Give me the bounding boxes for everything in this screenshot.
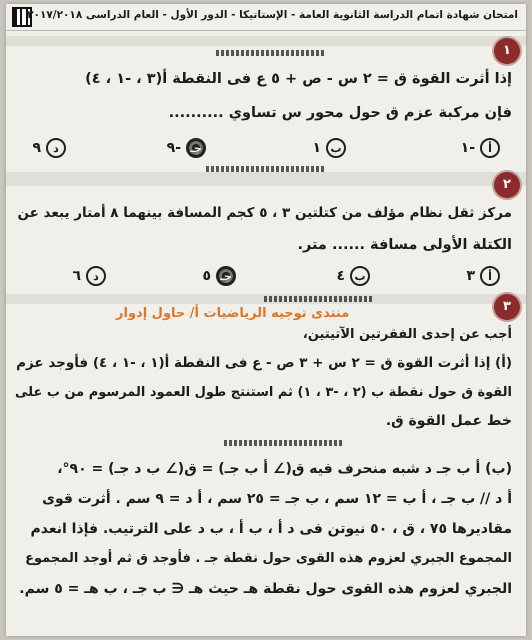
choice-value: ٤ — [336, 268, 345, 284]
question-1-band — [6, 36, 526, 46]
part-a-line-1: (أ) إذا أثرت القوة ق = ٢ س + ٣ ص - ع فى النقطة أ(١ ، -١ ، ٤) فأوجد عزم — [16, 355, 512, 371]
choice-letter: ب — [350, 266, 370, 286]
choice-value: ٩ — [32, 140, 41, 156]
part-b-line-5: الجبري لعزوم هذه القوى حول نقطة هـ حيث هـ ∈ ب جـ ، ب هـ = ٥ سم. — [19, 581, 512, 597]
separator — [216, 50, 326, 56]
choice-a[interactable] — [466, 266, 500, 286]
question-2-line-2: الكتلة الأولى مسافة ...... متر. — [297, 237, 512, 253]
part-b-line-2: أ د // ب جـ ، أ ب = ١٢ سم ، ب جـ = ٢٥ سم ، أ د = ٩ سم . أثرت قوى — [42, 491, 512, 507]
choice-b[interactable] — [336, 266, 370, 286]
choice-value: ٣ — [466, 268, 475, 284]
header-strip — [6, 4, 526, 31]
question-2-line-1: مركز ثقل نظام مؤلف من كتلتين ٣ ، ٥ كجم المسافة بينهما ٨ أمتار يبعد عن — [17, 205, 512, 221]
question-1-choices — [6, 138, 526, 164]
forum-watermark: منتدى توجيه الرياضيات أ/ حاول إدوار — [116, 306, 350, 321]
separator — [224, 440, 344, 446]
choice-value: -٩ — [166, 140, 181, 156]
choice-letter: أ — [480, 138, 500, 158]
part-b-line-4: المجموع الجبري لعزوم هذه القوى حول نقطة جـ . فأوجد ق ثم أوجد المجموع — [25, 551, 512, 566]
choice-letter: أ — [480, 266, 500, 286]
choice-b[interactable] — [312, 138, 346, 158]
exam-header-title: امتحان شهادة اتمام الدراسة الثانوية العامة - الإستاتيكا - الدور الأول - العام الدراسى ٢٠١٧/٢٠١٨ — [27, 9, 518, 21]
part-a-line-2: القوة ق حول نقطة ب (٢ ، -٣ ، ١) ثم استنتج طول العمود المرسوم من ب على — [15, 385, 512, 400]
part-b-line-1: (ب) أ ب جـ د شبه منحرف فيه ق(∠ أ ب جـ) = ق(∠ ب د جـ) = ٩٠°، — [57, 461, 512, 477]
choice-c-selected[interactable] — [167, 138, 206, 158]
choice-value: -١ — [460, 140, 475, 156]
choice-value: ٦ — [72, 268, 81, 284]
choice-d[interactable] — [32, 138, 66, 158]
question-3-number: ٣ — [494, 294, 520, 320]
choice-d[interactable] — [72, 266, 106, 286]
choice-value: ٥ — [202, 268, 211, 284]
choice-letter: جـ — [216, 266, 236, 286]
choice-letter: ب — [326, 138, 346, 158]
choice-letter: د — [86, 266, 106, 286]
choice-a[interactable] — [461, 138, 500, 158]
exam-page — [6, 4, 526, 636]
question-2-number: ٢ — [494, 172, 520, 198]
question-2-choices — [6, 266, 526, 292]
choice-c-selected[interactable] — [202, 266, 236, 286]
separator — [264, 296, 374, 302]
question-2-band — [6, 172, 526, 186]
choice-value: ١ — [312, 140, 321, 156]
part-a-line-3: خط عمل القوة ق. — [385, 413, 512, 429]
question-1-line-2: فإن مركبة عزم ق حول محور س تساوي .......... — [168, 105, 512, 121]
choice-letter: جـ — [186, 138, 206, 158]
choice-letter: د — [46, 138, 66, 158]
question-3-instruction: أجب عن إحدى الفقرتين الآتيتين، — [302, 327, 512, 342]
question-1-number: ١ — [494, 38, 520, 64]
part-b-line-3: مقاديرها ٧٥ ، ق ، ٥٠ نيوتن فى د أ ، ب أ ، ب د على الترتيب. فإذا انعدم — [30, 521, 512, 537]
question-1-line-1: إذا أثرت القوة ق = ٢ س - ص + ٥ ع فى النقطة أ(٣ ، -١ ، ٤) — [85, 71, 512, 87]
